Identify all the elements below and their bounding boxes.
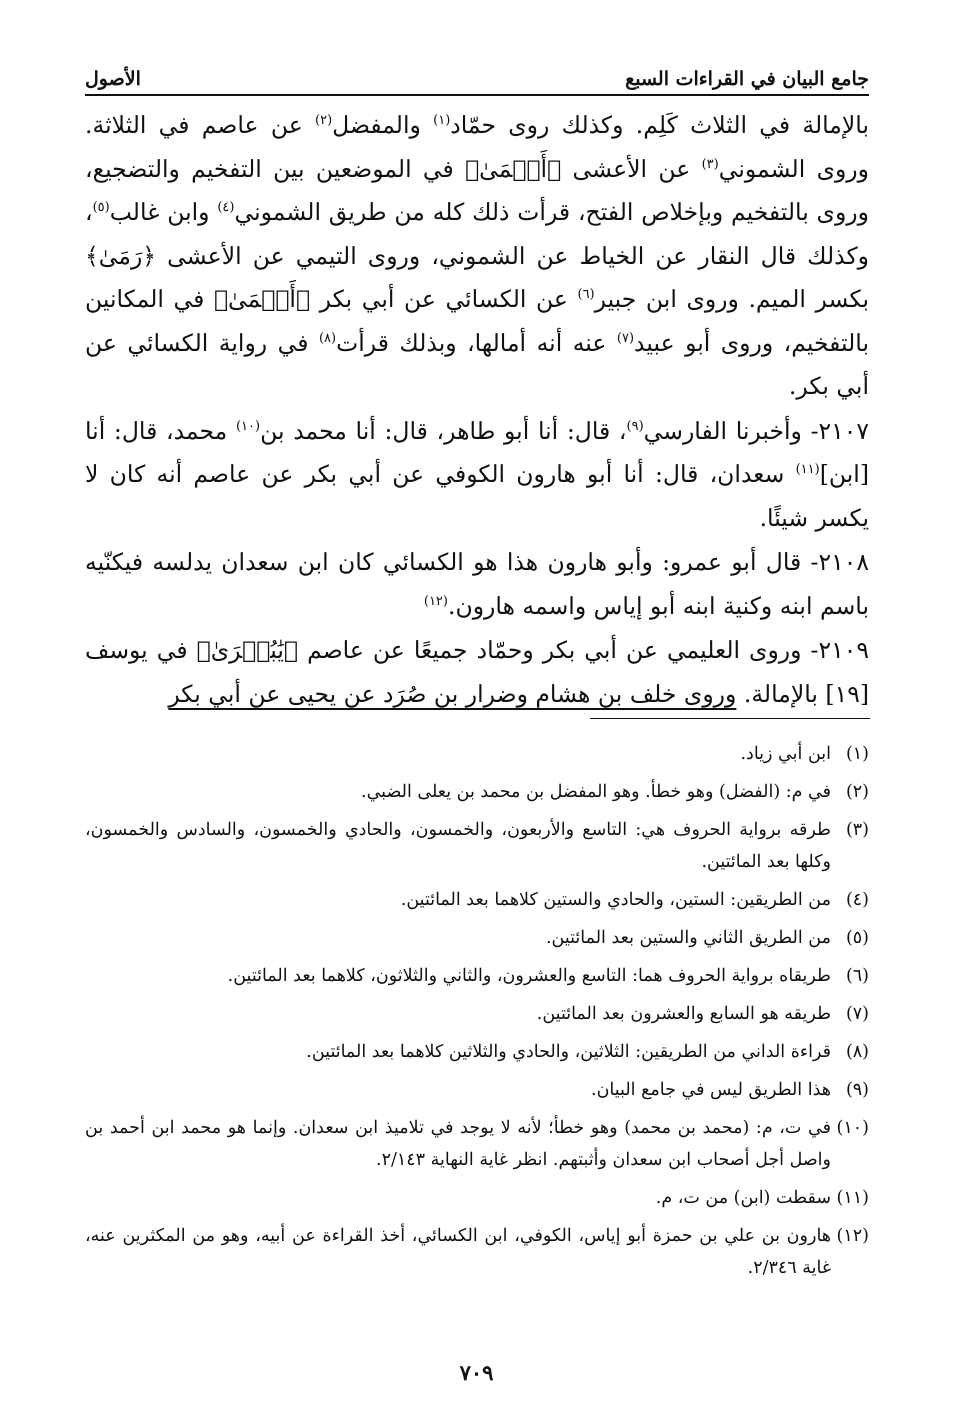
text-run: سعدان، قال: أنا أبو هارون الكوفي عن أبي بكر عن عاصم أنه كان لا يكسر شيئًا. [85, 460, 869, 532]
footnote-number: (٦) [845, 966, 869, 986]
text-run: في رواية الكسائي عن أبي بكر. [85, 328, 869, 400]
footnote-11 [85, 1182, 869, 1214]
footnote-text: في م: (الفضل) وهو خطأ. وهو المفضل بن محمد بن يعلى الضبي. [361, 782, 831, 802]
footnote-number: (٩) [845, 1080, 869, 1100]
paragraph-1 [85, 104, 869, 409]
text-run: محمد، قال: أنا [ابن] [85, 416, 869, 488]
text-run: ٢١٠٨- قال أبو عمرو: وأبو هارون هذا هو الكسائي كان ابن سعدان يدلسه فيكنّيه باسم ابنه وكنية ابنه أبو إياس واسمه هارون. [85, 548, 869, 620]
text-run: والمفضل [332, 111, 434, 139]
footnote-number: (١١) [836, 1188, 869, 1208]
footnote-ref[interactable]: (٤) [217, 200, 235, 216]
paragraph-2107 [85, 410, 869, 541]
footnote-ref[interactable]: (٧) [616, 330, 635, 346]
footnote-ref[interactable]: (٥) [92, 200, 110, 216]
quran-word: ﴿يَٰبُشۡرَىٰ﴾ [196, 636, 299, 664]
footnote-12 [85, 1220, 869, 1284]
footnote-ref[interactable]: (٣) [701, 156, 719, 172]
text-run: ، وكذلك قال النقار عن الخياط عن الشموني، وروى التيمي عن الأعشى [85, 198, 869, 270]
footnote-text: قراءة الداني من الطريقين: الثلاثين، والحادي والثلاثين كلاهما بعد المائتين. [306, 1042, 831, 1062]
footnote-9 [85, 1074, 869, 1106]
footnote-ref[interactable]: (١١) [795, 462, 820, 478]
footnote-text: من الطريقين: الستين، والحادي والستين كلاهما بعد المائتين. [400, 890, 831, 910]
quran-word: ﴿أَعۡمَىٰ﴾ [213, 285, 311, 313]
footnote-number: (٤) [845, 890, 869, 910]
footnote-number: (٨) [845, 1042, 869, 1062]
section-title: الأصول [85, 68, 141, 90]
text-run: ، قال: أنا أبو طاهر، قال: أنا محمد بن [260, 416, 627, 445]
footnote-text: هذا الطريق ليس في جامع البيان. [591, 1080, 831, 1100]
footnote-6 [85, 960, 869, 992]
footnote-text: من الطريق الثاني والستين بعد المائتين. [545, 928, 831, 948]
text-run: بكسر الميم. وروى ابن جبير [594, 285, 869, 313]
footnote-number: (٢) [845, 782, 869, 802]
text-run: عن الكسائي عن أبي بكر [310, 285, 578, 313]
footnote-text: طرقه برواية الحروف هي: التاسع والأربعون، والخمسون، والحادي والخمسون، والسادس والخمسون، وكلها بعد المائتين. [85, 820, 831, 872]
footnote-number: (٥) [845, 928, 869, 948]
footnote-ref[interactable]: (١) [433, 113, 451, 129]
text-run: ٢١٠٩- وروى العليمي عن أبي بكر وحمّاد جميعًا عن عاصم [298, 636, 869, 664]
footnote-4 [85, 884, 869, 916]
footnote-3 [85, 814, 869, 878]
text-run: عن الأعشى [561, 154, 702, 183]
footnote-text: طريقاه برواية الحروف هما: التاسع والعشرون، والثاني والثلاثون، كلاهما بعد المائتين. [227, 966, 831, 986]
footnote-separator [590, 718, 870, 719]
footnote-ref[interactable]: (١٢) [423, 593, 448, 609]
running-header [85, 44, 869, 96]
text-run: في يوسف [١٩] بالإمالة. [85, 636, 869, 708]
footnote-text: سقطت (ابن) من ت، م. [655, 1188, 831, 1208]
quran-word: ﴿أَعۡمَىٰ﴾ [465, 154, 562, 183]
footnote-number: (٣) [845, 820, 869, 840]
text-run: بالإمالة في الثلاث كَلِم. وكذلك روى حمّاد [450, 111, 869, 139]
footnote-5 [85, 922, 869, 954]
main-text [85, 104, 869, 717]
footnote-ref[interactable]: (١٠) [235, 418, 261, 434]
book-title: جامع البيان في القراءات السبع [625, 68, 869, 90]
text-run: عن عاصم في الثلاثة. وروى الشموني [85, 111, 870, 183]
footnote-2 [85, 776, 869, 808]
footnote-number: (٧) [845, 1004, 869, 1024]
footnote-ref[interactable]: (٨) [318, 330, 337, 346]
footnote-number: (١٠) [836, 1118, 869, 1138]
footnote-number: (١) [845, 744, 869, 764]
footnote-ref[interactable]: (٩) [626, 418, 644, 434]
text-run: ٢١٠٧- وأخبرنا الفارسي [643, 416, 870, 445]
footnote-text: هارون بن علي بن حمزة أبو إياس، الكوفي، ابن الكسائي، أخذ القراءة عن أبيه، وهو من المكثرين عنه، غاية ٢/٣٤٦. [85, 1226, 831, 1278]
footnotes [85, 738, 869, 1290]
footnote-number: (١٢) [836, 1226, 869, 1246]
text-run: وابن غالب [109, 198, 218, 226]
footnote-ref[interactable]: (٢) [315, 113, 333, 129]
footnote-text: في ت، م: (محمد بن محمد) وهو خطأ؛ لأنه لا يوجد في تلاميذ ابن سعدان. وإنما هو محمد ابن أحمد بن واصل أجل أصحاب ابن سعدان وأثبتهم. انظر غاية النهاية ٢/١٤٣. [85, 1118, 831, 1170]
paragraph-2109 [85, 629, 869, 716]
footnote-10 [85, 1112, 869, 1176]
underlined-text: وروى خلف بن هشام وضرار بن صُرَد عن يحيى عن أبي بكر [168, 679, 737, 708]
footnote-text: طريقه هو السابع والعشرون بعد المائتين. [536, 1004, 831, 1024]
footnote-1 [85, 738, 869, 770]
page-number: ٧٠٩ [459, 1360, 494, 1385]
footnote-7 [85, 998, 869, 1030]
footnote-8 [85, 1036, 869, 1068]
text-run: في الموضعين بين التفخيم والتضجيع، وروى بالتفخيم وبإخلاص الفتح، قرأت ذلك كله من طريق الشموني [85, 154, 869, 226]
text-run: عنه أنه أمالها، وبذلك قرأت [336, 328, 617, 357]
footnote-text: ابن أبي زياد. [740, 744, 831, 764]
paragraph-2108 [85, 541, 869, 628]
text-run: في المكانين بالتفخيم، وروى أبو عبيد [85, 285, 869, 357]
quran-word: ﴿رَمَىٰ﴾ [85, 241, 157, 270]
footnote-ref[interactable]: (٦) [577, 287, 595, 303]
